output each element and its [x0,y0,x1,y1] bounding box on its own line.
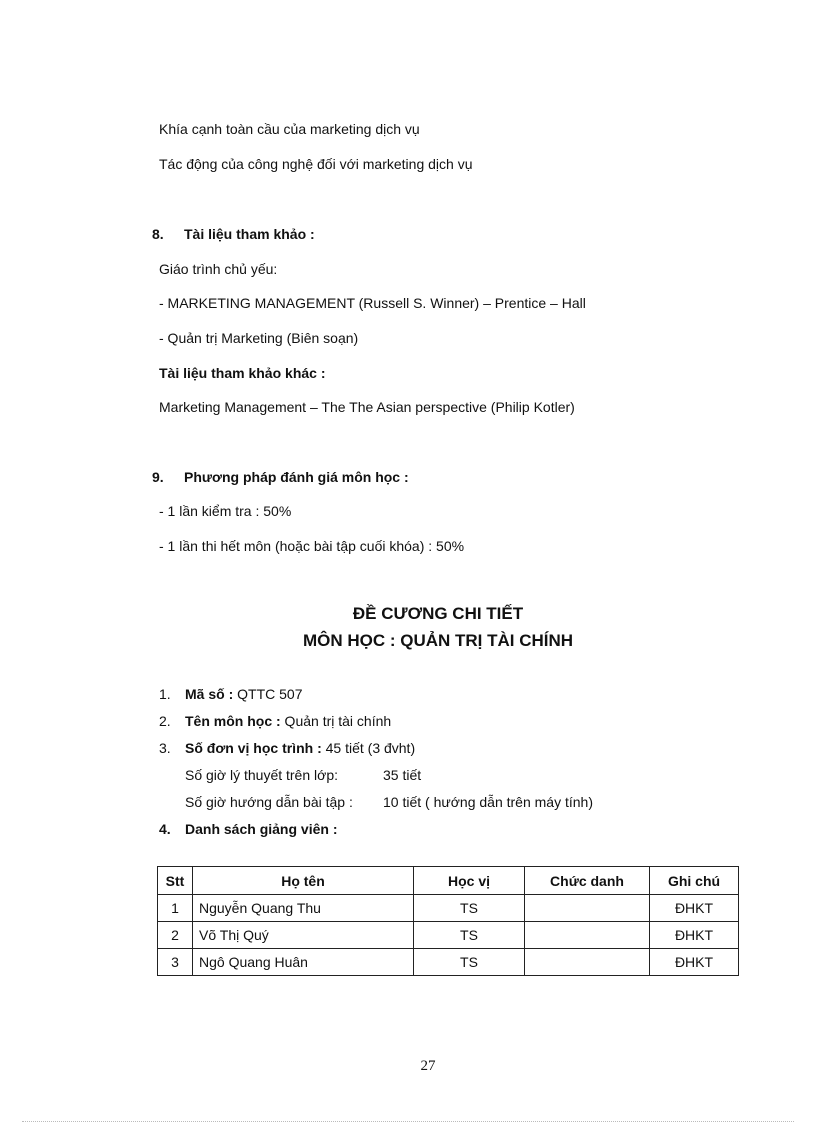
info-number: 1. [159,686,171,702]
reference-item: - Quản trị Marketing (Biên soạn) [159,330,359,346]
info-label: Danh sách giảng viên : [185,821,338,837]
table-cell: TS [414,895,525,922]
hours-label: Số giờ lý thuyết trên lớp: [185,767,338,783]
info-number: 2. [159,713,171,729]
info-item [159,740,415,756]
section-number: 9. [152,469,164,485]
table-row [158,895,739,922]
info-number: 3. [159,740,171,756]
table-row [158,949,739,976]
section-8-heading [152,226,315,242]
info-label: Số đơn vị học trình : [185,740,322,756]
info-item [159,686,302,702]
hours-item [185,767,421,783]
section-number: 8. [152,226,164,242]
table-row [158,922,739,949]
reference-item: - MARKETING MANAGEMENT (Russell S. Winner) – Prentice – Hall [159,295,586,311]
table-cell: 1 [158,895,193,922]
intro-line: Tác động của công nghệ đối với marketing dịch vụ [159,156,473,172]
lecturer-table [157,866,739,976]
hours-value: 10 tiết ( hướng dẫn trên máy tính) [383,794,593,810]
document-title: ĐỀ CƯƠNG CHI TIẾT [352,604,524,623]
other-references-label: Tài liệu tham khảo khác : [159,365,326,381]
page-number: 27 [420,1058,436,1074]
table-header-cell: Họ tên [193,867,414,895]
table-cell [525,895,650,922]
table-cell: Ngô Quang Huân [193,949,414,976]
table-cell: 3 [158,949,193,976]
section-title: Phương pháp đánh giá môn học : [184,469,409,485]
assessment-item: - 1 lần kiểm tra : 50% [159,503,292,519]
table-cell: Võ Thị Quý [193,922,414,949]
info-item [159,713,391,729]
info-value: QTTC 507 [233,686,303,702]
table-cell: ĐHKT [650,922,739,949]
page-bottom-divider [22,1121,794,1122]
table-cell: ĐHKT [650,895,739,922]
table-header-cell: Học vị [414,867,525,895]
table-header-cell: Ghi chú [650,867,739,895]
table-cell: ĐHKT [650,949,739,976]
table-cell: TS [414,949,525,976]
lecturers-heading [159,821,337,837]
main-references-label: Giáo trình chủ yếu: [159,261,278,277]
table-cell [525,922,650,949]
table-header-row [158,867,739,895]
hours-value: 35 tiết [383,767,422,783]
info-number: 4. [159,821,171,837]
section-9-heading [152,469,409,485]
intro-line: Khía cạnh toàn cầu của marketing dịch vụ [159,121,420,137]
table-cell [525,949,650,976]
info-value: Quản trị tài chính [280,713,392,729]
reference-item: Marketing Management – The The Asian perspective (Philip Kotler) [159,399,575,415]
info-label: Tên môn học : [185,713,281,729]
table-header-cell: Chức danh [525,867,650,895]
table-cell: 2 [158,922,193,949]
table-cell: Nguyễn Quang Thu [193,895,414,922]
hours-label: Số giờ hướng dẫn bài tập : [185,794,353,810]
section-title: Tài liệu tham khảo : [184,226,315,242]
assessment-item: - 1 lần thi hết môn (hoặc bài tập cuối khóa) : 50% [159,538,465,554]
info-value: 45 tiết (3 đvht) [321,740,416,756]
table-header-cell: Stt [158,867,193,895]
hours-item [185,794,593,810]
document-subtitle: MÔN HỌC : QUẢN TRỊ TÀI CHÍNH [302,631,574,650]
info-label: Mã số : [185,686,234,702]
table-cell: TS [414,922,525,949]
